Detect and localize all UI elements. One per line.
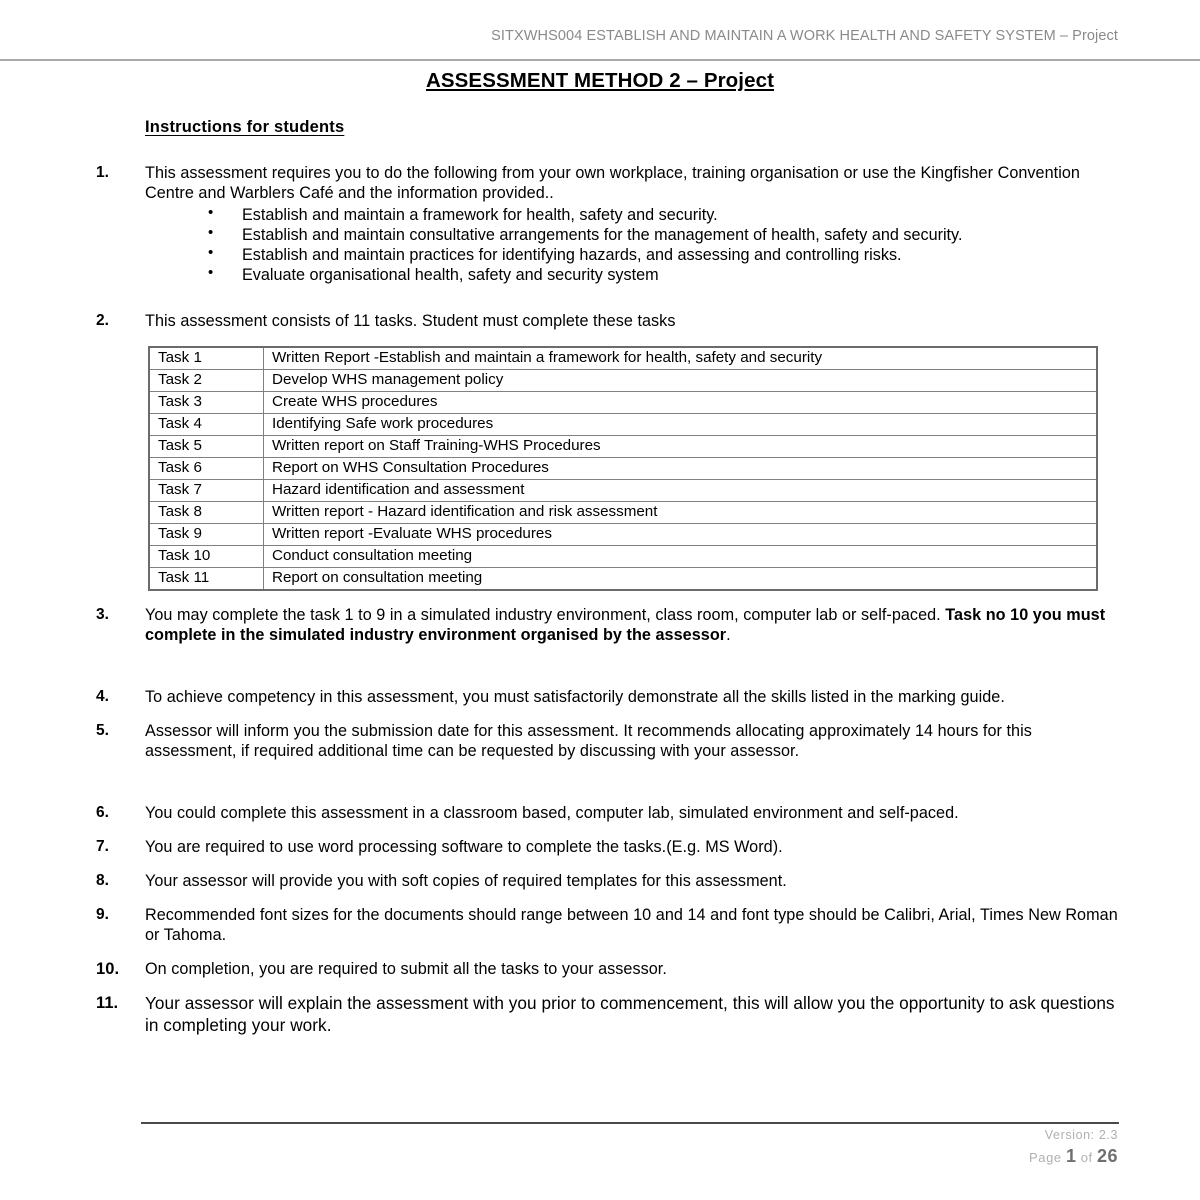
list-item-text: Your assessor will explain the assessment with you prior to commencement, this will allow you the opportunity to ask questions in completing your work. [145,993,1115,1035]
spacer [0,591,1200,605]
list-item-number: 4. [96,687,110,705]
list-item-text: You may complete the task 1 to 9 in a simulated industry environment, class room, computer lab or self-paced. [145,605,946,624]
list-item [208,225,1118,245]
page-label: Page [1028,1150,1062,1165]
task-desc-cell: Hazard identification and assessment [264,479,1098,501]
task-desc-cell: Create WHS procedures [264,391,1098,413]
list-item-number: 11. [96,994,119,1013]
running-header-title: SITXWHS004 ESTABLISH AND MAINTAIN A WORK HEALTH AND SAFETY SYSTEM – Project [491,28,1118,44]
page-footer [0,1110,1200,1200]
list-item-text: You are required to use word processing software to complete the tasks.(E.g. MS Word). [145,838,783,857]
spacer [0,891,1200,905]
list-item-number: 5. [96,721,110,739]
page-title [0,69,1200,93]
bullet-list [0,205,1118,285]
table-row [149,413,1097,435]
section-heading: Instructions for students [145,118,345,136]
list-item [96,605,1118,645]
footer-divider [141,1122,1119,1124]
task-desc-cell: Written Report -Establish and maintain a framework for health, safety and security [264,347,1098,370]
bullet-icon: • [208,224,214,242]
list-item-text: Establish and maintain practices for identifying hazards, and assessing and controlling risks. [242,246,902,265]
table-row [149,479,1097,501]
list-item [96,993,1118,1036]
list-item-number: 2. [96,312,110,330]
bullet-icon: • [208,244,214,262]
spacer [0,645,1200,687]
task-desc-cell: Written report on Staff Training-WHS Procedures [264,435,1098,457]
table-row [149,545,1097,567]
list-item-number: 8. [96,872,110,890]
list-item [96,959,1118,979]
document-body [0,61,1200,1036]
task-id-cell: Task 1 [149,347,264,370]
table-row [149,391,1097,413]
section-heading-wrap [0,93,1200,137]
document-version: Version: 2.3 [1044,1128,1118,1142]
list-item [96,905,1118,945]
task-id-cell: Task 2 [149,369,264,391]
task-desc-cell: Written report -Evaluate WHS procedures [264,523,1098,545]
spacer [0,137,1200,163]
bullet-icon: • [208,264,214,282]
list-item-text: You could complete this assessment in a classroom based, computer lab, simulated environment and self-paced. [145,803,959,822]
page-total: 26 [1096,1146,1118,1166]
list-item-text: Establish and maintain consultative arrangements for the management of health, safety and security. [242,226,963,245]
list-item-text: Establish and maintain a framework for health, safety and security. [242,206,718,225]
list-item [96,721,1118,761]
list-item [208,245,1118,265]
spacer [0,979,1200,993]
task-id-cell: Task 11 [149,567,264,590]
list-item-number: 9. [96,906,110,924]
table-row [149,567,1097,590]
list-item [208,205,1118,225]
list-item-number: 1. [96,164,110,181]
spacer [0,857,1200,871]
page-title-text: ASSESSMENT METHOD 2 – Project [425,69,775,92]
list-item-text: Evaluate organisational health, safety and security system [242,266,659,285]
spacer [0,761,1200,803]
list-item-text: Your assessor will provide you with soft copies of required templates for this assessment. [145,872,787,891]
task-desc-cell: Identifying Safe work procedures [264,413,1098,435]
table-row [149,501,1097,523]
table-row [149,523,1097,545]
list-item-text: Recommended font sizes for the documents should range between 10 and 14 and font type should be Calibri, Arial, Times New Roman or Tahoma. [145,906,1118,945]
table-row [149,457,1097,479]
list-item-text: To achieve competency in this assessment, you must satisfactorily demonstrate all the skills listed in the marking guide. [145,687,1005,706]
task-id-cell: Task 4 [149,413,264,435]
task-desc-cell: Report on consultation meeting [264,567,1098,590]
list-item-text: This assessment consists of 11 tasks. Student must complete these tasks [145,312,676,331]
task-id-cell: Task 7 [149,479,264,501]
list-item-number: 6. [96,803,110,821]
page-number: 1 [1065,1146,1077,1166]
list-item [96,837,1118,857]
list-item [96,871,1118,891]
list-item [96,163,1118,203]
task-desc-cell: Report on WHS Consultation Procedures [264,457,1098,479]
task-desc-cell: Written report - Hazard identification and risk assessment [264,501,1098,523]
spacer [0,945,1200,959]
list-item-text: On completion, you are required to submit all the tasks to your assessor. [145,960,667,979]
page-indicator [1029,1146,1118,1167]
task-id-cell: Task 5 [149,435,264,457]
list-item [208,265,1118,285]
table-row [149,435,1097,457]
list-item [96,687,1118,707]
task-id-cell: Task 6 [149,457,264,479]
list-item-text: This assessment requires you to do the following from your own workplace, training organisation or use the Kingfisher Convention Centre and Warblers Café and the information provided.. [145,164,1080,203]
task-id-cell: Task 8 [149,501,264,523]
spacer [0,823,1200,837]
bullet-icon: • [208,204,214,222]
page-header [0,0,1200,61]
list-item-number: 3. [96,605,110,623]
spacer [0,285,1200,311]
list-item [96,311,1118,331]
task-table-body [149,347,1097,590]
list-item-number: 10. [96,960,120,979]
task-id-cell: Task 10 [149,545,264,567]
task-id-cell: Task 3 [149,391,264,413]
table-row [149,347,1097,370]
spacer [0,707,1200,721]
list-item-text: Assessor will inform you the submission date for this assessment. It recommends allocating approximately 14 hours for this assessment, if required additional time can be requested by discussing with your assessor. [145,721,1032,760]
task-table-wrapper [148,346,1098,591]
list-item-number: 7. [96,838,110,856]
task-table [148,346,1098,591]
list-item [96,803,1118,823]
of-label: of [1080,1150,1093,1165]
task-desc-cell: Develop WHS management policy [264,369,1098,391]
list-item-text-tail: . [726,625,731,644]
task-id-cell: Task 9 [149,523,264,545]
table-row [149,369,1097,391]
task-desc-cell: Conduct consultation meeting [264,545,1098,567]
list-item-emphasis: Task no 10 you must complete in the simulated industry environment organised by the assessor [145,605,1106,644]
